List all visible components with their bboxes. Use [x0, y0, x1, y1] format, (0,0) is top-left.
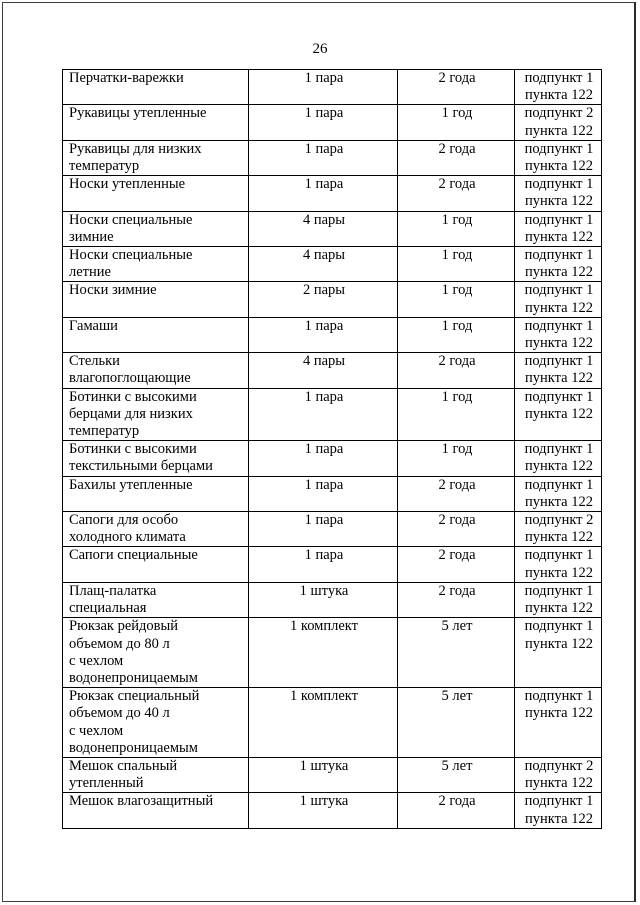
term-cell: 2 года	[398, 176, 515, 211]
item-name-cell	[63, 793, 249, 828]
basis-line: подпункт 2	[524, 512, 594, 529]
table-row	[63, 688, 602, 758]
quantity-cell: 1 штука	[249, 757, 398, 792]
basis-line: пункта 122	[525, 405, 593, 422]
quantity-cell: 1 пара	[249, 70, 398, 105]
basis-line: подпункт 1	[524, 211, 594, 228]
item-name-cell	[63, 211, 249, 246]
table-row	[63, 105, 602, 140]
item-name-cell	[63, 317, 249, 352]
term-cell: 1 год	[398, 211, 515, 246]
item-name-line: Гамаши	[69, 317, 118, 334]
basis-line: пункта 122	[525, 335, 593, 352]
item-name-line: водонепроницаемым	[69, 669, 198, 686]
quantity-cell: 1 комплект	[249, 618, 398, 688]
basis-cell	[515, 70, 602, 105]
basis-line: пункта 122	[525, 775, 593, 792]
table-row	[63, 441, 602, 476]
item-name-line: Рюкзак специальный	[69, 688, 200, 705]
basis-cell	[515, 353, 602, 388]
item-name-line: влагопоглощающие	[69, 370, 191, 387]
basis-line: пункта 122	[525, 370, 593, 387]
item-name-line: Ботинки с высокими	[69, 441, 197, 458]
basis-line: подпункт 1	[524, 476, 594, 493]
basis-line: пункта 122	[525, 87, 593, 104]
term-cell: 5 лет	[398, 757, 515, 792]
basis-cell	[515, 441, 602, 476]
basis-line: подпункт 1	[524, 582, 594, 599]
item-name-cell	[63, 757, 249, 792]
item-name-line: Рукавицы для низких	[69, 140, 202, 157]
basis-cell	[515, 282, 602, 317]
basis-line: подпункт 1	[524, 282, 594, 299]
basis-cell	[515, 512, 602, 547]
term-cell: 2 года	[398, 582, 515, 617]
basis-line: пункта 122	[525, 299, 593, 316]
basis-line: подпункт 1	[524, 176, 594, 193]
item-name-line: текстильными берцами	[69, 458, 213, 475]
basis-line: пункта 122	[525, 600, 593, 617]
quantity-cell: 1 штука	[249, 793, 398, 828]
item-name-line: Бахилы утепленные	[69, 476, 193, 493]
item-name-line: холодного климата	[69, 529, 186, 546]
basis-cell	[515, 317, 602, 352]
table-row	[63, 388, 602, 441]
quantity-cell: 4 пары	[249, 211, 398, 246]
item-name-line: Сапоги специальные	[69, 547, 198, 564]
item-name-line: Стельки	[69, 353, 120, 370]
basis-line: подпункт 1	[524, 547, 594, 564]
basis-cell	[515, 547, 602, 582]
quantity-cell: 1 пара	[249, 140, 398, 175]
basis-line: пункта 122	[525, 122, 593, 139]
basis-line: подпункт 1	[524, 388, 594, 405]
item-name-line: утепленный	[69, 775, 144, 792]
basis-cell	[515, 388, 602, 441]
item-name-line: температур	[69, 423, 140, 440]
item-name-line: водонепроницаемым	[69, 739, 198, 756]
table-row	[63, 140, 602, 175]
basis-cell	[515, 793, 602, 828]
supply-table	[62, 69, 602, 829]
item-name-line: зимние	[69, 228, 114, 245]
table-row	[63, 512, 602, 547]
term-cell: 2 года	[398, 140, 515, 175]
table-row	[63, 317, 602, 352]
term-cell: 2 года	[398, 476, 515, 511]
basis-cell	[515, 476, 602, 511]
item-name-line: температур	[69, 158, 140, 175]
basis-line: пункта 122	[525, 635, 593, 652]
quantity-cell: 1 пара	[249, 441, 398, 476]
item-name-cell	[63, 688, 249, 758]
basis-line: подпункт 1	[524, 317, 594, 334]
basis-cell	[515, 757, 602, 792]
item-name-line: Мешок спальный	[69, 757, 178, 774]
table-row	[63, 547, 602, 582]
basis-line: пункта 122	[525, 193, 593, 210]
term-cell: 2 года	[398, 353, 515, 388]
term-cell: 1 год	[398, 441, 515, 476]
item-name-line: Плащ-палатка	[69, 582, 157, 599]
term-cell: 1 год	[398, 317, 515, 352]
basis-line: пункта 122	[525, 529, 593, 546]
basis-cell	[515, 176, 602, 211]
item-name-cell	[63, 441, 249, 476]
term-cell: 5 лет	[398, 618, 515, 688]
item-name-line: Сапоги для особо	[69, 512, 179, 529]
basis-cell	[515, 688, 602, 758]
item-name-line: объемом до 40 л	[69, 705, 170, 722]
item-name-cell	[63, 618, 249, 688]
item-name-line: с чехлом	[69, 722, 124, 739]
term-cell: 1 год	[398, 105, 515, 140]
table-row	[63, 618, 602, 688]
item-name-cell	[63, 176, 249, 211]
table-row	[63, 757, 602, 792]
quantity-cell: 1 пара	[249, 512, 398, 547]
basis-cell	[515, 140, 602, 175]
term-cell: 2 года	[398, 793, 515, 828]
basis-line: подпункт 1	[524, 247, 594, 264]
basis-cell	[515, 105, 602, 140]
item-name-line: Носки специальные	[69, 211, 193, 228]
quantity-cell: 1 пара	[249, 317, 398, 352]
table-row	[63, 176, 602, 211]
basis-line: пункта 122	[525, 458, 593, 475]
basis-line: пункта 122	[525, 493, 593, 510]
quantity-cell: 2 пары	[249, 282, 398, 317]
item-name-cell	[63, 547, 249, 582]
basis-line: подпункт 1	[524, 353, 594, 370]
item-name-cell	[63, 388, 249, 441]
table-row	[63, 582, 602, 617]
basis-line: подпункт 1	[524, 793, 594, 810]
basis-line: подпункт 1	[524, 618, 594, 635]
item-name-cell	[63, 247, 249, 282]
quantity-cell: 1 пара	[249, 176, 398, 211]
basis-line: пункта 122	[525, 810, 593, 827]
item-name-line: Мешок влагозащитный	[69, 793, 214, 810]
basis-line: подпункт 1	[524, 70, 594, 86]
quantity-cell: 1 пара	[249, 388, 398, 441]
quantity-cell: 1 пара	[249, 476, 398, 511]
basis-line: пункта 122	[525, 705, 593, 722]
table-row	[63, 476, 602, 511]
item-name-cell	[63, 512, 249, 547]
item-name-line: объемом до 80 л	[69, 635, 170, 652]
term-cell: 2 года	[398, 547, 515, 582]
item-name-line: Ботинки с высокими	[69, 388, 197, 405]
basis-line: пункта 122	[525, 228, 593, 245]
item-name-cell	[63, 70, 249, 105]
table-row	[63, 211, 602, 246]
basis-line: подпункт 2	[524, 105, 594, 122]
item-name-line: специальная	[69, 600, 147, 617]
basis-line: подпункт 1	[524, 140, 594, 157]
item-name-line: Носки зимние	[69, 282, 157, 299]
quantity-cell: 1 пара	[249, 105, 398, 140]
basis-cell	[515, 211, 602, 246]
item-name-cell	[63, 353, 249, 388]
basis-line: подпункт 1	[524, 441, 594, 458]
item-name-line: Носки специальные	[69, 247, 193, 264]
quantity-cell: 1 пара	[249, 547, 398, 582]
quantity-cell: 1 комплект	[249, 688, 398, 758]
item-name-line: с чехлом	[69, 652, 124, 669]
basis-cell	[515, 618, 602, 688]
basis-line: пункта 122	[525, 264, 593, 281]
basis-line: пункта 122	[525, 158, 593, 175]
item-name-line: Носки утепленные	[69, 176, 186, 193]
page-number: 26	[312, 41, 328, 57]
quantity-cell: 4 пары	[249, 353, 398, 388]
table-row	[63, 793, 602, 828]
term-cell: 2 года	[398, 70, 515, 105]
item-name-cell	[63, 476, 249, 511]
item-name-cell	[63, 140, 249, 175]
quantity-cell: 4 пары	[249, 247, 398, 282]
item-name-line: Рукавицы утепленные	[69, 105, 207, 122]
item-name-cell	[63, 282, 249, 317]
item-name-cell	[63, 582, 249, 617]
term-cell: 1 год	[398, 247, 515, 282]
basis-line: подпункт 2	[524, 757, 594, 774]
item-name-line: Перчатки-варежки	[69, 70, 184, 86]
item-name-line: берцами для низких	[69, 405, 193, 422]
item-name-line: летние	[69, 264, 111, 281]
table-row	[63, 70, 602, 105]
table-row	[63, 353, 602, 388]
basis-line: пункта 122	[525, 564, 593, 581]
item-name-line: Рюкзак рейдовый	[69, 618, 179, 635]
basis-line: подпункт 1	[524, 688, 594, 705]
term-cell: 2 года	[398, 512, 515, 547]
table-row	[63, 282, 602, 317]
basis-cell	[515, 247, 602, 282]
item-name-cell	[63, 105, 249, 140]
basis-cell	[515, 582, 602, 617]
term-cell: 1 год	[398, 388, 515, 441]
quantity-cell: 1 штука	[249, 582, 398, 617]
term-cell: 5 лет	[398, 688, 515, 758]
term-cell: 1 год	[398, 282, 515, 317]
table-row	[63, 247, 602, 282]
